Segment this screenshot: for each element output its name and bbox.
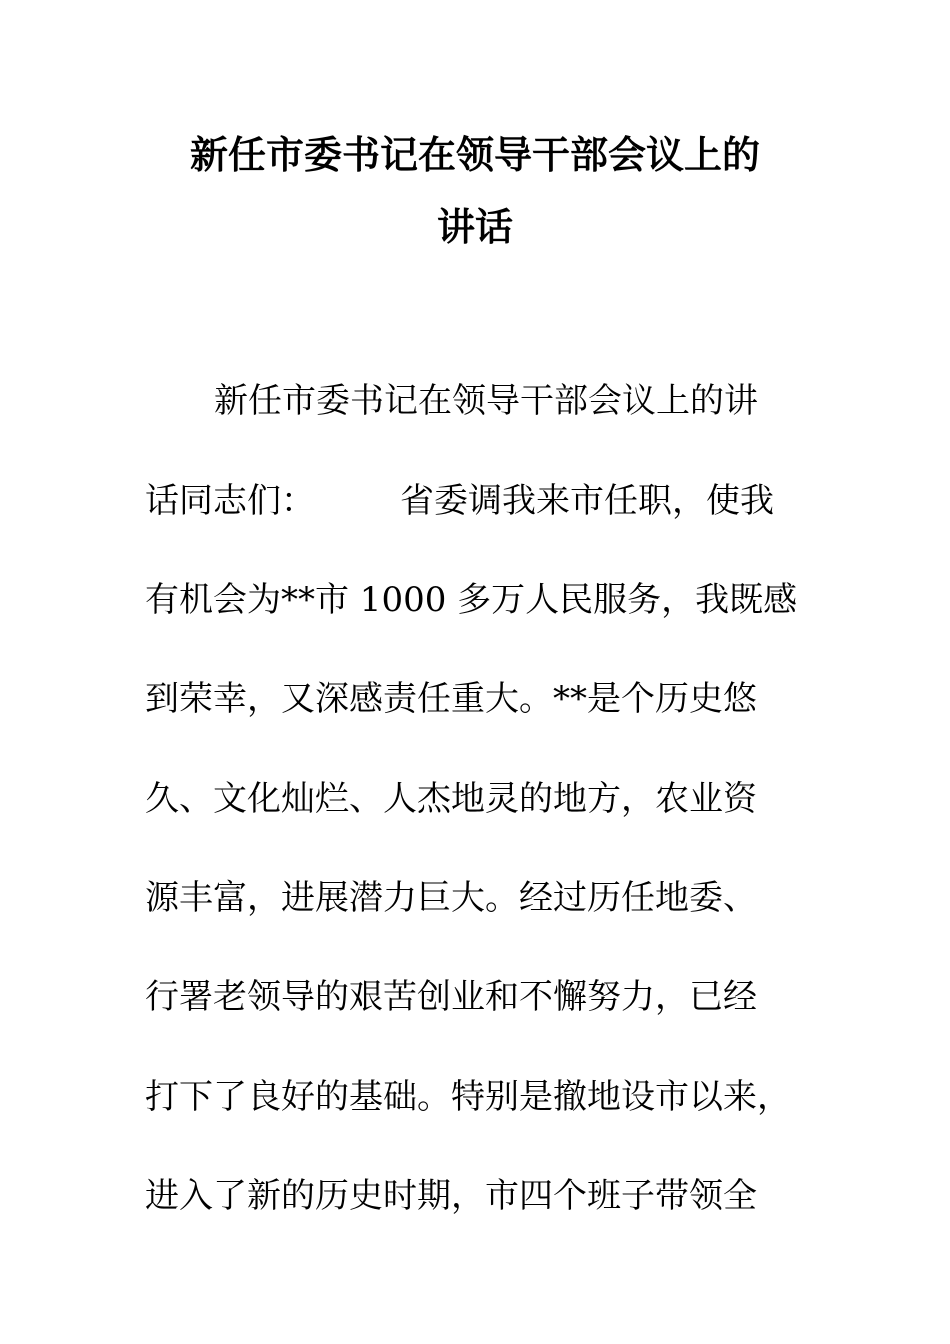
body-line-7: 行署老领导的艰苦创业和不懈努力，已经 — [145, 977, 757, 1017]
body-line-8: 打下了良好的基础。特别是撤地设市以来， — [145, 1077, 791, 1117]
body-line-2: 话同志们： 省委调我来市任职，使我 — [145, 481, 774, 521]
body-line-3: 有机会为**市 1000 多万人民服务，我既感 — [145, 580, 798, 620]
body-line-6: 源丰富，进展潜力巨大。经过历任地委、 — [145, 878, 757, 918]
body-line-5: 久、文化灿烂、人杰地灵的地方，农业资 — [145, 779, 757, 819]
document-title-line-1: 新任市委书记在领导干部会议上的 — [189, 132, 760, 177]
body-line-9: 进入了新的历史时期，市四个班子带领全 — [145, 1176, 757, 1216]
body-line-4: 到荣幸，又深感责任重大。**是个历史悠 — [145, 679, 757, 719]
document-title-line-2: 讲话 — [436, 204, 513, 249]
body-line-1: 新任市委书记在领导干部会议上的讲 — [214, 381, 758, 421]
